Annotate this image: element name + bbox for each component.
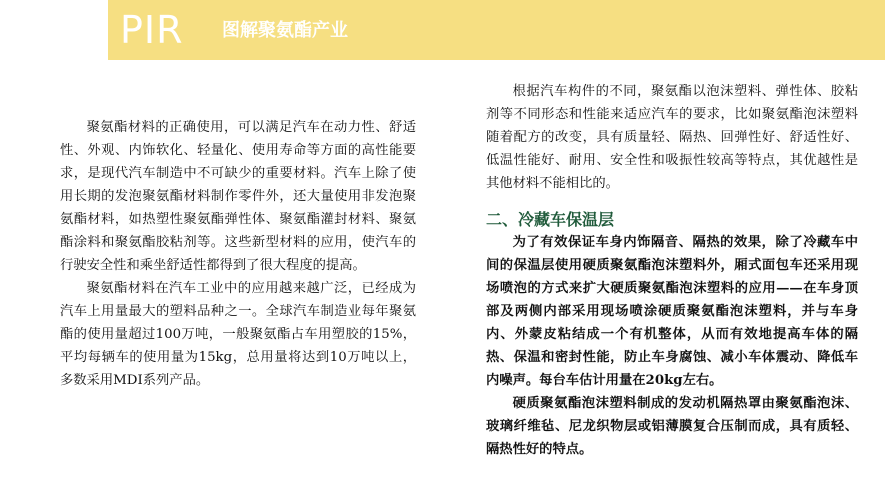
section-title: 图解聚氨酯产业 [222,20,348,41]
left-paragraph-1: 聚氨酯材料的正确使用，可以满足汽车在动力性、舒适性、外观、内饰软化、轻量化、使用寿命等方面的高性能要求，是现代汽车制造中不可缺少的重要材料。汽车上除了使用长期的发泡聚氨酯材料制作零件外，还大量使用非发泡聚氨酯材料，如热塑性聚氨酯弹性体、聚氨酯灌封材料、聚氨酯涂料和聚氨酯胶粘剂等。这些新型材料的应用，使汽车的行驶安全性和乘坐舒适性都得到了很大程度的提高。 [60,120,416,273]
right-paragraph-1: 为了有效保证车身内饰隔音、隔热的效果，除了冷藏车中间的保温层使用硬质聚氨酯泡沫塑料外，厢式面包车还采用现场喷泡的方式来扩大硬质聚氨酯泡沫塑料的应用——在车身顶部及两侧内部采用现场喷涂硬质聚氨酯泡沫塑料，并与车身内、外蒙皮粘结成一个有机整体，从而有效地提高车体的隔热、保温和密封性能，防止车身腐蚀、减小车体震动、降低车内噪声。每台车估计用量在20kg左右。 [486,235,858,388]
left-paragraph-2: 聚氨酯材料在汽车工业中的应用越来越广泛，已经成为汽车上用量最大的塑料品种之一。全球汽车制造业每年聚氨酯的使用量超过100万吨，一般聚氨酯占车用塑胶的15%，平均每辆车的使用量为15kg，总用量将达到10万吨以上，多数采用MDI系列产品。 [60,281,416,388]
right-paragraph-2: 硬质聚氨酯泡沫塑料制成的发动机隔热罩由聚氨酯泡沫、玻璃纤维毡、尼龙织物层或铝薄膜复合压制而成，具有质轻、隔热性好的特点。 [486,396,858,457]
section-heading: 二、冷藏车保温层 [486,210,615,229]
brand-logo: PIR [120,8,184,52]
left-column [60,116,416,392]
right-intro-paragraph: 根据汽车构件的不同，聚氨酯以泡沫塑料、弹性体、胶粘剂等不同形态和性能来适应汽车的要求，比如聚氨酯泡沫塑料随着配方的改变，具有质量轻、隔热、回弹性好、舒适性好、低温性能好、耐用、安全性和吸振性较高等特点，其优越性是其他材料不能相比的。 [486,84,858,191]
right-column [486,80,858,461]
